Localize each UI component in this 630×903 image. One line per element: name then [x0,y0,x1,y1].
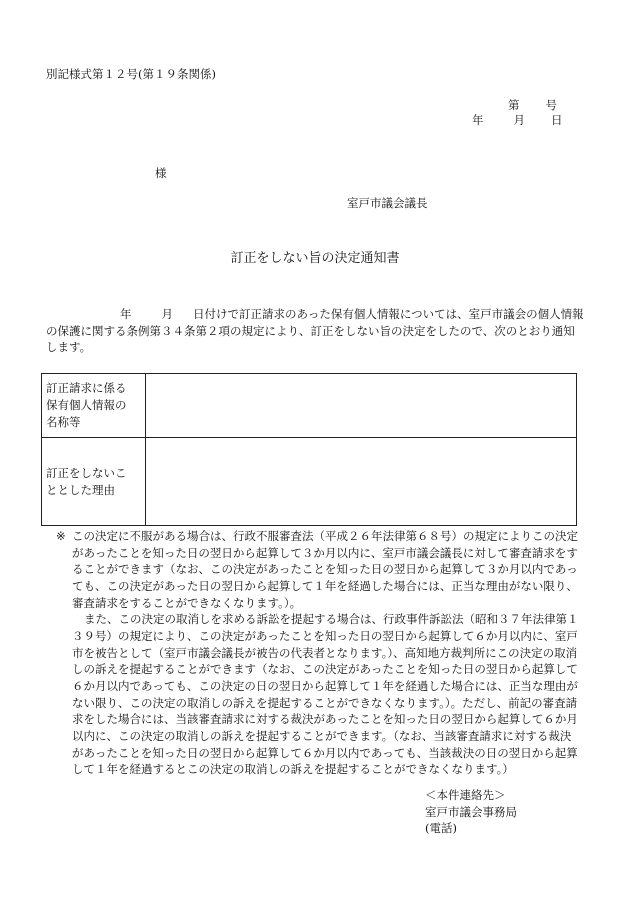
row2-label-cell [42,438,146,526]
contact-phone: (電話) [425,821,457,836]
table-row [42,374,577,438]
row1-label-cell [42,374,146,438]
date-year: 年 [472,113,484,127]
note-text-1: この決定に不服がある場合は、行政不服審査法（平成２６年法律第６８号）の規定によりこの決定があったことを知った日の翌日から起算して３か月以内に、室戸市議会議長に対して審査請求をすることができます（なお、この決定があったことを知った日の翌日から起算して３か月以内であっても、この決定があった日の翌日から起算して１年を経過した場合には、正当な理由がない限り、審査請求をすることができなくなります。）。 [72,529,578,610]
row1-value-cell [146,374,577,438]
date-day: 日 [551,113,563,127]
document-date [472,112,563,129]
row1-label-line: 保有個人情報の [46,398,127,413]
row1-label-line: 訂正請求に係る [46,381,127,396]
note-text-2: また、この決定の取消しを求める訴訟を提起する場合は、行政事件訴訟法（昭和３７年法律第１３９号）の規定により、この決定があったことを知った日の翌日から起算して６か月以内に、室戸市を被告として（室戸市議会議長が被告の代表者となります。）、高知地方裁判所にこの決定の取消しの訴えを提起することができます（なお、この決定があったことを知った日の翌日から起算して６か月以内であっても、この決定の日の翌日から起算して１年を経過した場合には、正当な理由がない限り、この決定の取消しの訴えを提起することができなくなります。）。ただし、前記の審査請求をした場合には、当該審査請求に対する裁決があったことを知った日の翌日から起算して６か月以内に、この決定の取消しの訴えを提起することができます。（なお、当該審査請求に対する裁決があったことを知った日の翌日から起算して６か月以内であっても、当該裁決の日の翌日から起算して１年を経過するとこの決定の取消しの訴えを提起することができなくなります。） [72,612,579,777]
contact-heading: ＜本件連絡先＞ [425,788,506,802]
row2-label-line: ととした理由 [46,482,115,497]
form-identifier: 別記様式第１２号(第１９条関係) [46,67,216,81]
contact-block [425,787,517,837]
row1-label-line: 名称等 [46,414,81,429]
body-text: 日付けで訂正請求のあった保有個人情報については、室戸市議会の個人情報の保護に関する条例第３４条第２項の規定により、訂正をしない旨の決定をしたので、次のとおり通知します。 [46,307,584,355]
body-paragraph [46,306,584,356]
date-month: 月 [513,113,525,127]
document-number-label: 第 [508,98,520,112]
contact-office: 室戸市議会事務局 [425,804,517,819]
notes-section [56,528,582,778]
recipient: 様 [155,166,167,180]
table-row [42,438,577,526]
note-mark: ※ [56,529,66,543]
row2-label-line: 訂正をしないこ [46,465,127,480]
sender: 室戸市議会議長 [347,196,428,210]
note-paragraph-1 [56,528,582,611]
row2-value-cell [146,438,577,526]
document-number-suffix: 号 [545,98,557,112]
document-title: 訂正をしない旨の決定通知書 [230,251,400,266]
body-year: 年 [120,307,132,321]
note-paragraph-2 [56,611,582,778]
body-month: 月 [161,307,173,321]
info-table [41,373,577,526]
